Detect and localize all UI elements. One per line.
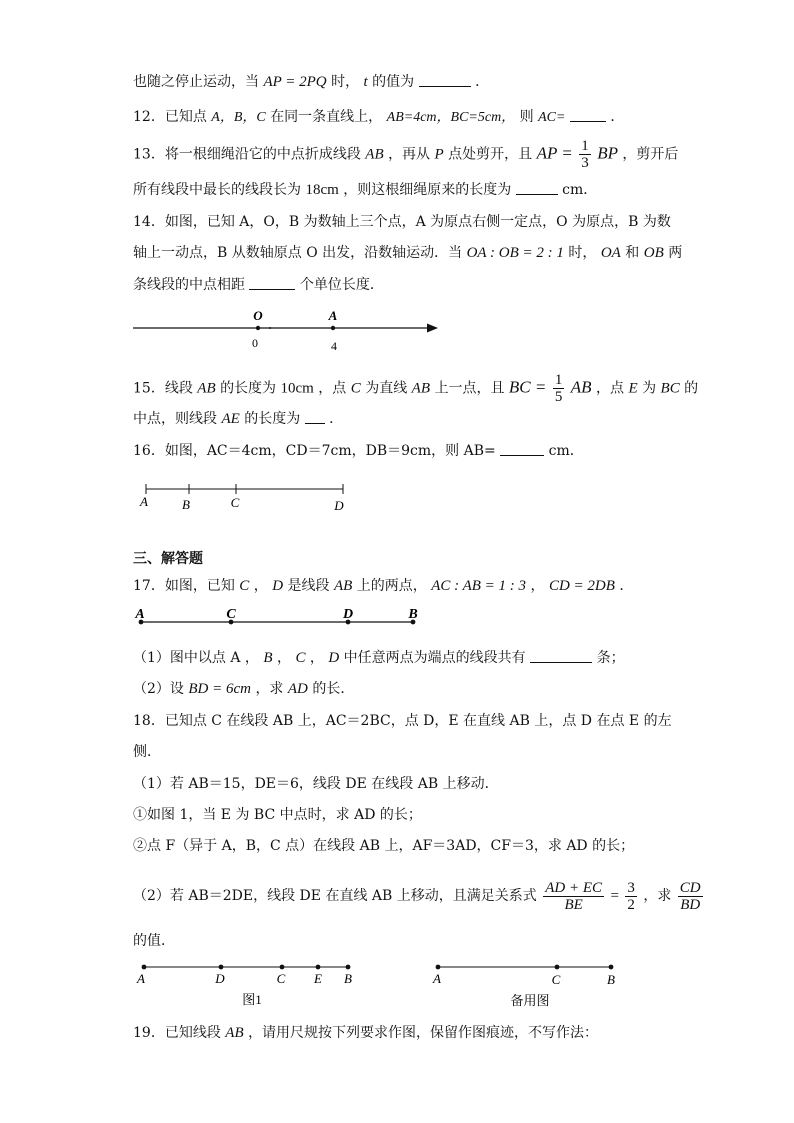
text: （2）设 (133, 681, 184, 697)
label-c: C (276, 971, 286, 986)
label-b: B (182, 497, 190, 512)
label-a: A (137, 971, 145, 986)
text: （1）图中以点 A ， (133, 650, 259, 666)
text: ，求 (643, 888, 672, 904)
text: 和 (625, 245, 640, 261)
text: 是线段 (287, 578, 330, 594)
math: B (263, 650, 273, 666)
label-b: B (607, 972, 615, 987)
math: AB (365, 146, 384, 163)
label-a: A (135, 607, 145, 622)
math: AC= (538, 110, 566, 125)
text: 所有线段中最长的线段长为 (133, 182, 301, 198)
math: AB=4cm，BC=5cm， (386, 110, 516, 125)
math: BC (660, 380, 680, 397)
text: cm． (562, 182, 598, 198)
text: ，请用尺规按下列要求作图，保留作图痕迹，不写作法： (248, 1025, 599, 1041)
text: ，点 (596, 380, 624, 397)
point-o (256, 326, 260, 330)
label-a: A (328, 308, 338, 323)
math: AP = (536, 143, 573, 163)
text: ． (610, 109, 625, 125)
label-a: A (433, 971, 441, 986)
figure-caption: 图1 (242, 992, 262, 1007)
label-c: C (551, 972, 561, 987)
q14-number-line (133, 308, 438, 353)
fraction: $\frac{1}{3}$ (581, 138, 589, 171)
q17-segment (134, 607, 417, 624)
math: = (610, 888, 619, 904)
q18-spare-figure (432, 965, 615, 1008)
label-o: O (253, 308, 263, 323)
text: ，则这根细绳原来的长度为 (343, 182, 512, 198)
math: P (434, 146, 444, 163)
math: C (295, 650, 306, 666)
text: 中点，则线段 (133, 411, 217, 427)
label-b: B (408, 607, 418, 622)
label-b: B (344, 971, 352, 986)
math: AB (225, 1025, 244, 1041)
question-18-line3: 的值． (133, 933, 175, 949)
text: 13．将一根细绳沿它的中点折成线段 (133, 146, 361, 163)
math: 10cm (280, 380, 314, 397)
text: 轴上一动点，B 从数轴原点 O 出发，沿数轴运动．当 (133, 245, 463, 261)
text: 个单位长度． (299, 277, 384, 293)
text: ． (619, 578, 634, 594)
label-d: D (342, 607, 354, 622)
tick-label-4: 4 (331, 339, 337, 353)
text: ， (309, 650, 324, 666)
text: 16．如图，AC＝4cm，CD＝7cm，DB＝9cm，则 AB= (133, 443, 496, 459)
math: OA (600, 245, 621, 261)
section-heading: 三、解答题 (133, 551, 203, 567)
tick-label-0: 0 (252, 336, 258, 350)
text: 也随之停止运动，当 (133, 74, 259, 90)
text: 的长． (312, 681, 355, 697)
text: 上的两点， (356, 578, 427, 594)
label-a: A (140, 494, 148, 509)
point-a (331, 326, 335, 330)
text: 则 (519, 109, 534, 125)
label-c: C (230, 495, 240, 510)
question-18-part1a: ①如图 1，当 E 为 BC 中点时，求 AD 的长； (133, 807, 422, 823)
fraction: $\frac{CD}{BD}$ (679, 879, 701, 913)
math: C (350, 380, 361, 397)
math: AC : AB = 1 : 3 (431, 578, 527, 594)
fraction: $\frac{3}{2}$ (627, 879, 635, 913)
text: 点处剪开，且 (448, 146, 533, 163)
math: AB (333, 578, 353, 594)
text: ， (530, 578, 545, 594)
math: 18cm (305, 182, 339, 198)
math: D (328, 650, 340, 666)
label-d: D (215, 971, 225, 986)
math: A，B，C (211, 110, 266, 125)
math: OB (643, 245, 664, 261)
text: 时， (568, 245, 597, 261)
text: 的长度为 (244, 411, 301, 427)
text: cm． (548, 443, 584, 459)
text: 为 (642, 380, 657, 397)
text: 条； (596, 650, 625, 666)
text: ，再从 (388, 146, 431, 163)
text: 的长度为 (220, 380, 277, 397)
q16-segment (139, 484, 344, 513)
text: 上一点，且 (434, 380, 505, 397)
question-18-part1: （1）若 AB＝15，DE＝6，线段 DE 在线段 AB 上移动． (133, 776, 499, 792)
figure-caption: 备用图 (510, 993, 550, 1008)
text: ， (253, 578, 268, 594)
arrow-icon (427, 324, 438, 333)
text: 为直线 (365, 380, 408, 397)
math: AD (287, 681, 308, 697)
text: 17．如图，已知 (133, 578, 235, 594)
math: C (239, 578, 250, 594)
text: 的 (684, 380, 699, 397)
math: AE (221, 411, 240, 427)
math: AP = 2PQ (263, 74, 327, 90)
text: （2）若 AB＝2DE，线段 DE 在直线 AB 上移动，且满足关系式 (133, 888, 537, 904)
math: CD = 2DB (548, 578, 615, 594)
math: E (628, 380, 638, 397)
text: 时， (331, 74, 360, 90)
text: ， (277, 650, 291, 666)
label-d: D (334, 498, 344, 513)
math: t (363, 74, 368, 90)
math: OA : OB = 2 : 1 (466, 245, 564, 261)
text: 两 (668, 245, 683, 261)
math: AB (197, 380, 216, 397)
question-18-part1b: ②点 F（异于 A，B，C 点）在线段 AB 上，AF＝3AD，CF＝3，求 AD 的长； (133, 838, 635, 854)
math: BC = (508, 377, 547, 397)
text: 12．已知点 (133, 109, 207, 125)
question-18: 18．已知点 C 在线段 AB 上，AC＝2BC，点 D，E 在直线 AB 上，点 D 在点 E 的左 (133, 713, 672, 729)
text: 在同一条直线上， (270, 109, 383, 125)
math: AB (411, 380, 430, 397)
label-e: E (314, 971, 322, 986)
math: BD = 6cm (188, 681, 251, 697)
math: BP (597, 143, 618, 163)
text: 的值为 (372, 74, 415, 90)
fraction: $\frac{AD + EC}{BE}$ (545, 879, 602, 913)
fraction: $\frac{1}{5}$ (554, 372, 563, 405)
q18-figure-1 (136, 965, 352, 1007)
label-c: C (226, 607, 236, 622)
text: ． (475, 74, 490, 90)
text: 中任意两点为端点的线段共有 (343, 650, 526, 666)
math: AB (570, 377, 592, 397)
text: ，剪开后 (622, 146, 679, 163)
text: ，求 (255, 681, 284, 697)
question-14: 14．如图，已知 A，O，B 为数轴上三个点，A 为原点右侧一定点，O 为原点，B 为数 (133, 214, 671, 230)
text: 15．线段 (133, 380, 193, 397)
text: 19．已知线段 (133, 1025, 221, 1041)
math: D (272, 578, 284, 594)
text: ，点 (318, 380, 347, 397)
question-18-line2: 侧． (133, 744, 161, 760)
text: ． (329, 411, 344, 427)
text: 条线段的中点相距 (133, 277, 245, 293)
